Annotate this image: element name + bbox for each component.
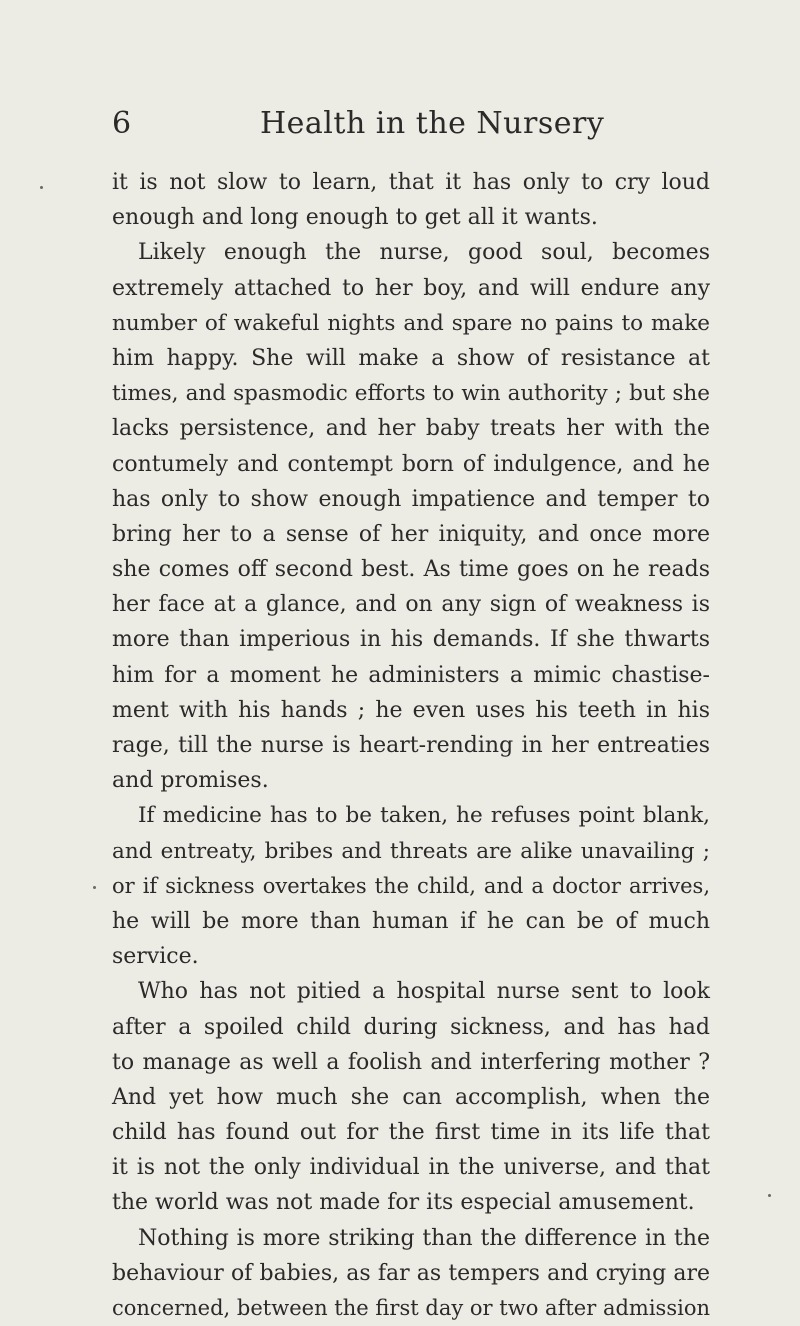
text-line: she comes off second best. As time goes on he reads bbox=[112, 557, 710, 583]
text-line: and promises. bbox=[112, 768, 269, 794]
text-line: him for a moment he administers a mimic chastise- bbox=[112, 662, 710, 688]
text-line: her face at a glance, and on any sign of weakness is bbox=[112, 592, 710, 618]
text-line: Likely enough the nurse, good soul, becomes bbox=[138, 240, 710, 266]
text-line: and entreaty, bribes and threats are alike unavailing ; bbox=[112, 838, 710, 864]
text-line: him happy. She will make a show of resistance at bbox=[112, 345, 710, 371]
running-head bbox=[112, 104, 605, 144]
text-line: Who has not pitied a hospital nurse sent to look bbox=[138, 979, 710, 1005]
text-line: And yet how much she can accomplish, when the bbox=[112, 1084, 710, 1110]
text-line: after a spoiled child during sickness, and has had bbox=[112, 1014, 710, 1040]
text-line: bring her to a sense of her iniquity, and once more bbox=[112, 521, 710, 547]
text-line: it is not slow to learn, that it has only to cry loud bbox=[112, 170, 710, 195]
scan-speck bbox=[768, 1194, 771, 1197]
text-line: concerned, between the first day or two after admission bbox=[112, 1296, 710, 1320]
text-line: it is not the only individual in the universe, and that bbox=[112, 1155, 710, 1181]
text-line: contumely and contempt born of indulgence, and he bbox=[112, 451, 710, 477]
text-line: has only to show enough impatience and temper to bbox=[112, 486, 710, 512]
text-line: rage, till the nurse is heart-rending in her entreaties bbox=[112, 733, 710, 758]
text-line: the world was not made for its especial amusement. bbox=[112, 1190, 695, 1216]
text-line: number of wakeful nights and spare no pains to make bbox=[112, 310, 710, 336]
text-line: lacks persistence, and her baby treats her with the bbox=[112, 416, 710, 442]
text-line: service. bbox=[112, 944, 199, 970]
text-line: more than imperious in his demands. If she thwarts bbox=[112, 627, 710, 653]
text-line: ment with his hands ; he even uses his teeth in his bbox=[112, 697, 710, 723]
text-line: extremely attached to her boy, and will endure any bbox=[112, 275, 710, 301]
text-line: child has found out for the first time in its life that bbox=[112, 1120, 710, 1146]
text-line: Nothing is more striking than the difference in the bbox=[138, 1225, 710, 1251]
text-line: If medicine has to be taken, he refuses point blank, bbox=[138, 803, 710, 829]
scan-speck bbox=[40, 186, 43, 189]
text-line: he will be more than human if he can be of much bbox=[112, 908, 710, 934]
body-text bbox=[112, 165, 710, 1326]
text-line: times, and spasmodic efforts to win authority ; but she bbox=[112, 381, 710, 407]
text-line: enough and long enough to get all it wants. bbox=[112, 205, 598, 231]
text-line: behaviour of babies, as far as tempers and crying are bbox=[112, 1260, 710, 1286]
text-line: to manage as well a foolish and interfering mother ? bbox=[112, 1049, 710, 1075]
running-title: Health in the Nursery bbox=[260, 106, 605, 141]
page-number: 6 bbox=[112, 106, 132, 141]
scan-speck bbox=[93, 886, 96, 889]
text-line: or if sickness overtakes the child, and a doctor arrives, bbox=[112, 873, 710, 898]
